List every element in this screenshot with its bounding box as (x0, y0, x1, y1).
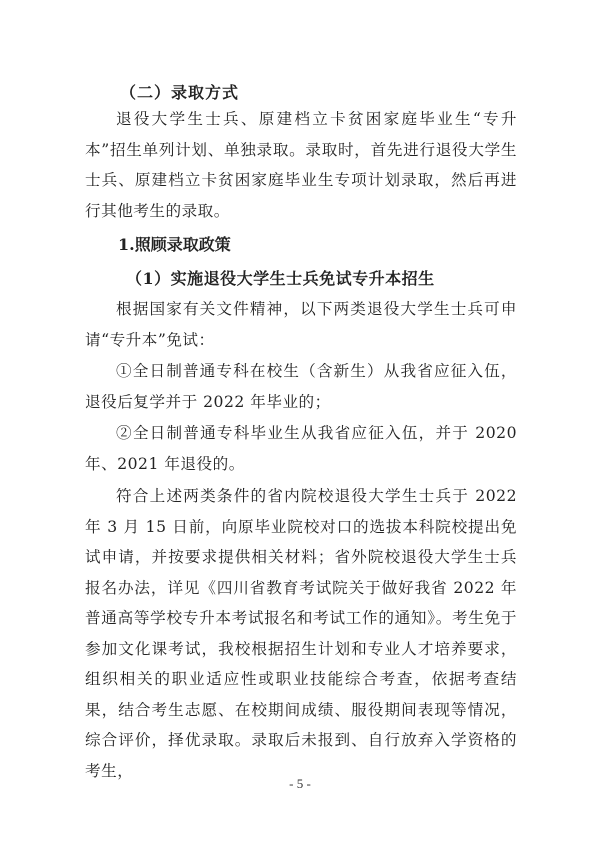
paragraph-procedure: 符合上述两类条件的省内院校退役大学生士兵于 2022 年 3 月 15 日前，向原毕业院校对口的选拔本科院校提出免试申请，并按要求提供相关材料；省外院校退役大学生士兵报名办法，详见《四川省教育考试院关于做好我省 2022 年普通高等学校专升本考试报名和考试工作的通知》。考生免于参加文化课考试，我校根据招生计划和专业人才培养要求，组织相关的职业适应性或职业技能综合考查，依据考查结果，结合考生志愿、在校期间成绩、服役期间表现等情况，综合评价，择优录取。录取后未报到、自行放弃入学资格的考生， (85, 487, 517, 780)
subheading-exemption: （1）实施退役大学生士兵免试专升本招生 (126, 269, 435, 288)
paragraph-exemption-intro: 根据国家有关文件精神，以下两类退役大学生士兵可申请“专升本”免试： (85, 300, 517, 349)
paragraph-admission-method: 退役大学生士兵、原建档立卡贫困家庭毕业生“专升本”招生单列计划、单独录取。录取时，首先进行退役大学生士兵、原建档立卡贫困家庭毕业生专项计划录取，然后再进行其他考生的录取。 (85, 110, 517, 220)
page-number: - 5 - (289, 776, 311, 791)
paragraph-condition-2: ②全日制普通专科毕业生从我省应征入伍，并于 2020 年、2021 年退役的。 (85, 424, 517, 473)
subheading-policy: 1.照顾录取政策 (118, 235, 231, 254)
paragraph-condition-1: ①全日制普通专科在校生（含新生）从我省应征入伍，退役后复学并于 2022 年毕业的； (85, 362, 517, 411)
section-heading: （二）录取方式 (120, 83, 240, 102)
